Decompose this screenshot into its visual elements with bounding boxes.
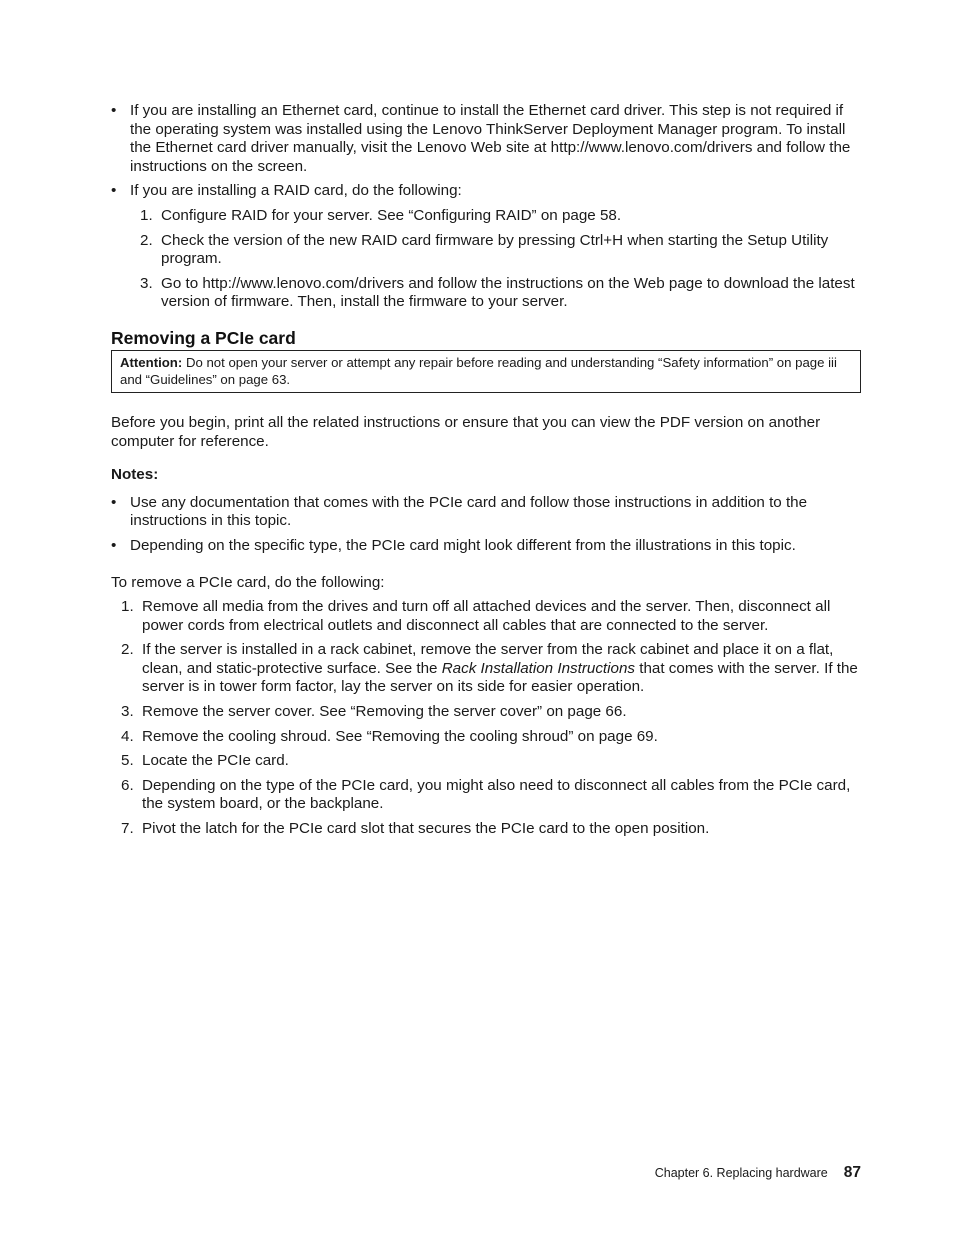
step-text: Locate the PCIe card. (142, 752, 289, 770)
step-text: that comes with the server. If the server is in tower form factor, lay the server on its side for easier operation. (142, 659, 858, 696)
list-item (111, 777, 861, 814)
list-item (130, 207, 861, 226)
step-number: 3. (140, 274, 153, 292)
section-title: Removing a PCIe card (111, 327, 296, 348)
list-item: • If you are installing an Ethernet card, continue to install the Ethernet card driver. This step is not required if the operating system was installed using the Lenovo ThinkServer Deployment Manager program. To install the Ethernet card driver manually, visit the Lenovo Web site at http://www.lenovo.com/drivers and follow the instructions on the screen. (111, 102, 861, 176)
step-number: 7. (121, 820, 134, 838)
remove-intro-paragraph: To remove a PCIe card, do the following: (111, 573, 385, 591)
step-text: Pivot the latch for the PCIe card slot that secures the PCIe card to the open position. (142, 820, 710, 838)
list-item (111, 728, 861, 747)
list-item (111, 641, 861, 697)
step-text: Remove the server cover. See “Removing the server cover” on page 66. (142, 703, 627, 721)
attention-label: Attention: (120, 354, 183, 370)
before-you-begin-paragraph: Before you begin, print all the related instructions or ensure that you can view the PDF version on another computer for reference. (111, 413, 821, 450)
footer-chapter: Chapter 6. Replacing hardware (654, 1166, 828, 1180)
step-number: 1. (140, 206, 153, 224)
step-text: Depending on the type of the PCIe card, you might also need to disconnect all cables from the PCIe card, the system board, or the backplane. (142, 776, 851, 813)
remove-steps-list (111, 598, 861, 839)
step-text: Remove all media from the drives and turn off all attached devices and the server. Then, disconnect all power cords from electrical outlets and disconnect all cables that are connected to the server. (142, 598, 831, 634)
notes-list (111, 494, 861, 556)
page-number: 87 (843, 1164, 861, 1181)
notes-label: Notes: (111, 466, 159, 484)
list-item (111, 752, 861, 771)
step-number: 4. (121, 727, 134, 745)
step-text: Configure RAID for your server. See “Configuring RAID” on page 58. (161, 206, 622, 224)
list-item (130, 232, 861, 269)
step-text: Go to http://www.lenovo.com/drivers and follow the instructions on the Web page to download the latest version of firmware. Then, install the firmware to your server. (161, 274, 855, 311)
attention-box (111, 350, 861, 393)
intro-bullet-list (111, 102, 861, 312)
rack-instructions-title: Rack Installation Instructions (441, 659, 636, 677)
list-item (130, 275, 861, 312)
list-item: • Use any documentation that comes with the PCIe card and follow those instructions in addition to the instructions in this topic. (111, 494, 861, 531)
step-number: 3. (121, 703, 134, 721)
step-number: 1. (121, 598, 134, 616)
step-number: 6. (121, 776, 134, 794)
step-number: 2. (121, 641, 134, 659)
attention-text: Do not open your server or attempt any repair before reading and understanding “Safety information” on page iii and “Guidelines” on page 63. (120, 354, 837, 387)
step-text: Remove the cooling shroud. See “Removing the cooling shroud” on page 69. (142, 727, 658, 745)
list-item (111, 820, 861, 839)
step-text: If the server is installed in a rack cabinet, remove the server from the rack cabinet and place it on a flat, clean, and static-protective surface. See the (142, 641, 834, 677)
step-number: 5. (121, 752, 134, 770)
list-item: • If you are installing a RAID card, do the following: (111, 182, 861, 201)
page-content (111, 102, 861, 845)
step-number: 2. (140, 231, 153, 249)
raid-steps-list (130, 207, 861, 312)
page-footer (655, 1163, 861, 1183)
list-item (111, 703, 861, 722)
step-text: Check the version of the new RAID card firmware by pressing Ctrl+H when starting the Setup Utility program. (161, 231, 829, 268)
list-item (111, 598, 861, 635)
list-item: • Depending on the specific type, the PCIe card might look different from the illustrations in this topic. (111, 537, 861, 556)
